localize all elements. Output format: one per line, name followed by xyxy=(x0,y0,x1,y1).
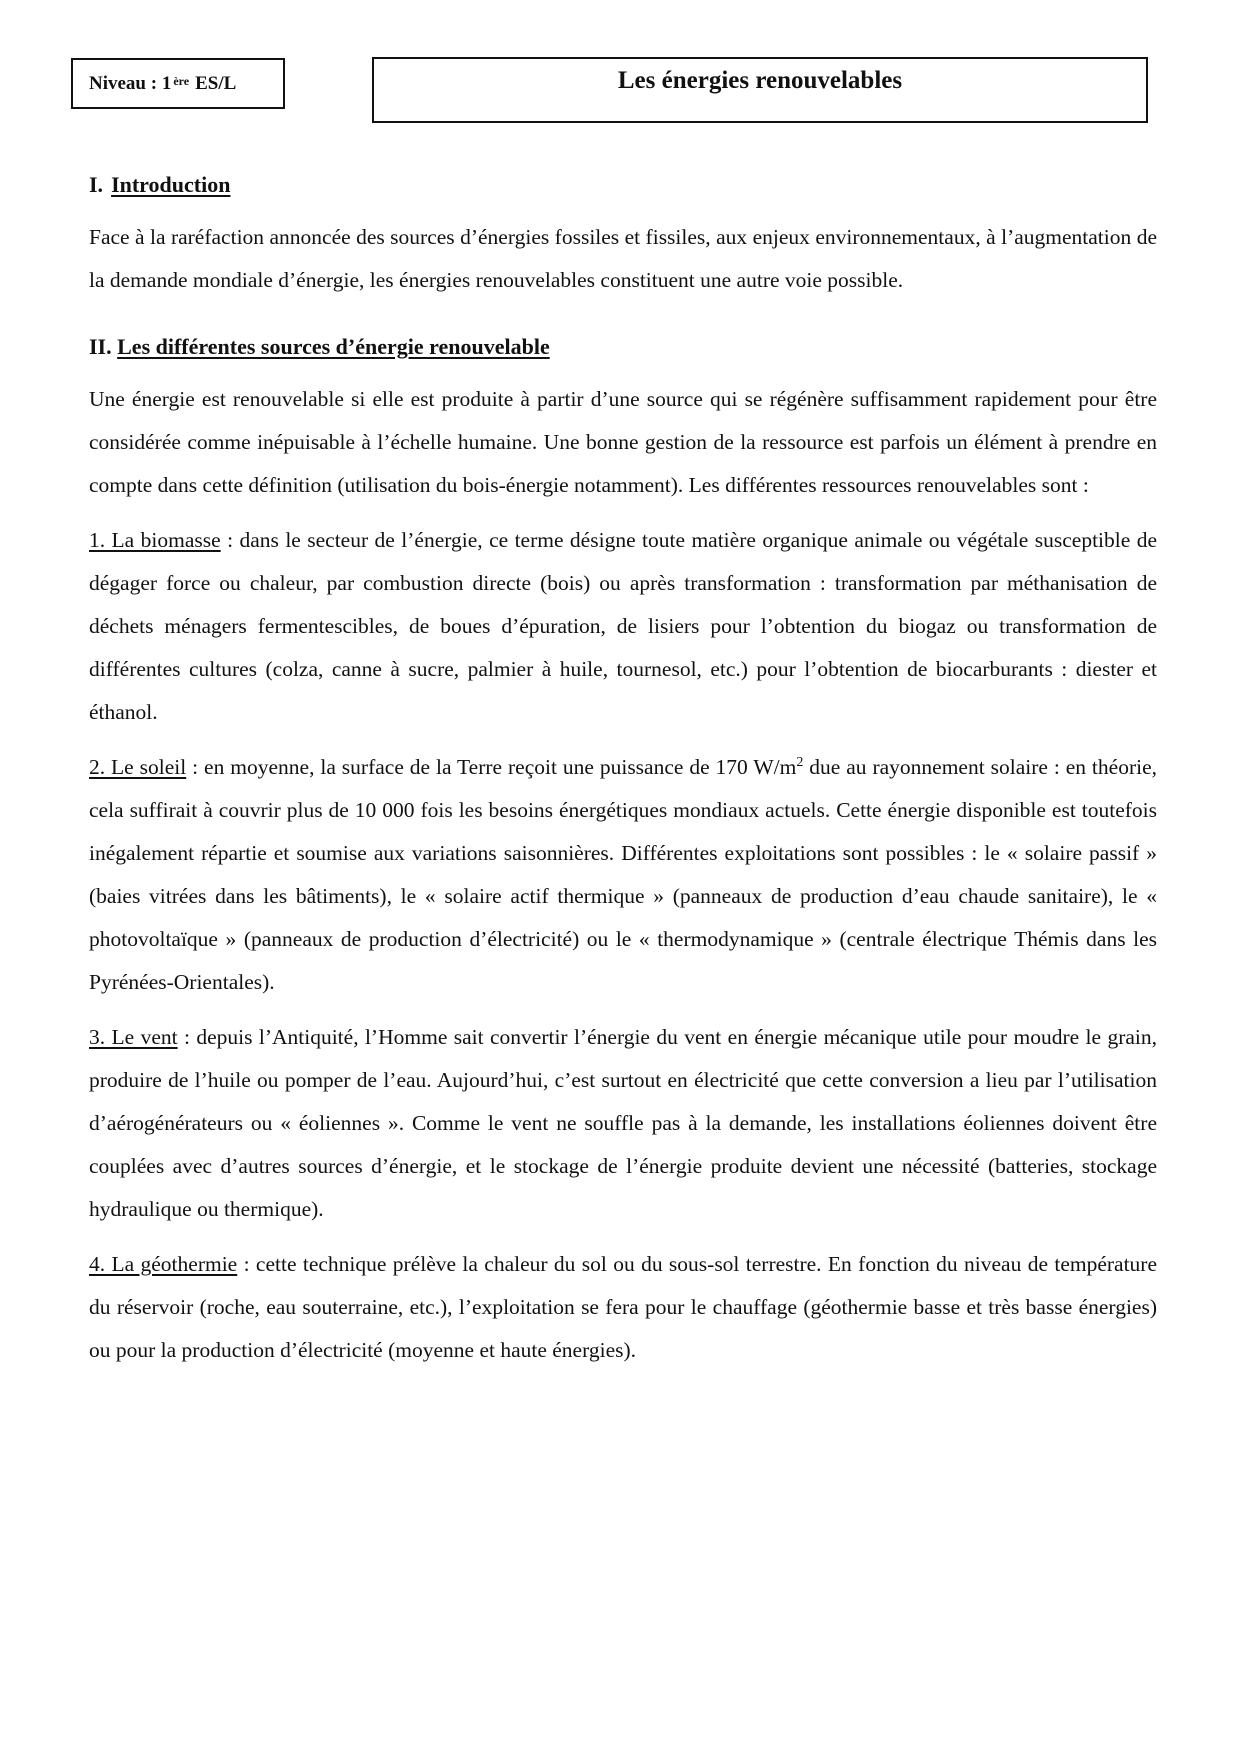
item-soleil xyxy=(89,746,1157,1004)
item-text: : dans le secteur de l’énergie, ce terme désigne toute matière organique animale ou végétale susceptible de dégager force ou chaleur, par combustion directe (bois) ou après transformation : transformation par méthanisation de déchets ménagers fermentescibles, de boues d’épuration, de lisiers pour l’obtention du biogaz ou transformation de différentes cultures (colza, canne à sucre, palmier à huile, tournesol, etc.) pour l’obtention de biocarburants : diester et éthanol. xyxy=(89,528,1157,724)
item-vent xyxy=(89,1016,1157,1231)
item-geothermie xyxy=(89,1243,1157,1372)
item-text: due au rayonnement solaire : en théorie, cela suffirait à couvrir plus de 10 000 fois les besoins énergétiques mondiaux actuels. Cette énergie disponible est toutefois inégalement répartie et soumise aux variations saisonnières. Différentes exploitations sont possibles : le « solaire passif » (baies vitrées dans les bâtiments), le « solaire actif thermique » (panneaux de production d’eau chaude sanitaire), le « photovoltaïque » (panneaux de production d’électricité) ou le « thermodynamique » (centrale électrique Thémis dans les Pyrénées-Orientales). xyxy=(89,755,1158,994)
level-superscript: ère xyxy=(173,74,190,88)
item-text: : cette technique prélève la chaleur du sol ou du sous-sol terrestre. En fonction du niveau de température du réservoir (roche, eau souterraine, etc.), l’exploitation se fera pour le chauffage (géothermie basse et très basse énergies) ou pour la production d’électricité (moyenne et haute énergies). xyxy=(89,1252,1158,1362)
item-title: 2. Le soleil xyxy=(89,755,187,779)
level-suffix: ES/L xyxy=(195,72,237,94)
item-text: : en moyenne, la surface de la Terre reçoit une puissance de 170 W/m xyxy=(186,755,797,779)
section-title: Les différentes sources d’énergie renouvelable xyxy=(117,334,550,359)
section-title: Introduction xyxy=(111,172,231,197)
level-box xyxy=(71,58,285,109)
section-heading-introduction xyxy=(89,170,1157,200)
item-biomasse xyxy=(89,519,1157,734)
introduction-paragraph: Face à la raréfaction annoncée des sources d’énergies fossiles et fissiles, aux enjeux environnementaux, à l’augmentation de la demande mondiale d’énergie, les énergies renouvelables constituent une autre voie possible. xyxy=(89,225,1157,292)
document-body xyxy=(89,170,1157,1384)
level-prefix: Niveau : 1 xyxy=(89,72,172,94)
item-title: 4. La géothermie xyxy=(89,1252,238,1276)
section-number: II. xyxy=(89,334,112,359)
section-heading-sources xyxy=(89,332,1157,362)
item-title: 3. Le vent xyxy=(89,1025,178,1049)
sources-intro-paragraph: Une énergie est renouvelable si elle est produite à partir d’une source qui se régénère suffisamment rapidement pour être considérée comme inépuisable à l’échelle humaine. Une bonne gestion de la ressource est parfois un élément à prendre en compte dans cette définition (utilisation du bois-énergie notamment). Les différentes ressources renouvelables sont : xyxy=(89,387,1157,497)
page-title: Les énergies renouvelables xyxy=(617,67,903,94)
item-title: 1. La biomasse xyxy=(89,528,221,552)
page-title-box xyxy=(372,57,1148,123)
item-text-superscript: 2 xyxy=(796,754,804,770)
item-text: : depuis l’Antiquité, l’Homme sait convertir l’énergie du vent en énergie mécanique utile pour moudre le grain, produire de l’huile ou pomper de l’eau. Aujourd’hui, c’est surtout en électricité que cette conversion a lieu par l’utilisation d’aérogénérateurs ou « éoliennes ». Comme le vent ne souffle pas à la demande, les installations éoliennes doivent être couplées avec d’autres sources d’énergie, et le stockage de l’énergie produite devient une nécessité (batteries, stockage hydraulique ou thermique). xyxy=(89,1025,1157,1221)
section-number: I. xyxy=(89,172,104,197)
